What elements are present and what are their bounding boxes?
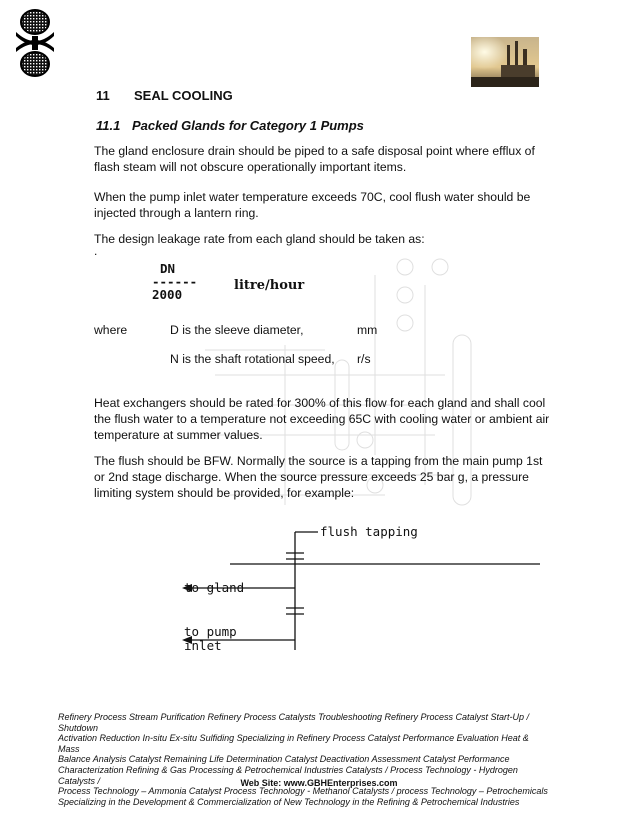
paragraph-leakage-rate: The design leakage rate from each gland should be taken as: [94,232,425,246]
section-heading [96,88,233,103]
subsection-number: 11.1 [96,118,121,133]
website-link[interactable]: Web Site: www.GBHEnterprises.com [240,778,398,788]
n-definition: N is the shaft rotational speed, [170,352,335,366]
d-unit: mm [357,323,378,337]
footer-line: Activation Reduction In-situ Ex-situ Sulfiding Specializing in Refinery Process Catalyst Performance Evaluation Heat & Mass [58,733,529,754]
subsection-title: Packed Glands for Category 1 Pumps [132,118,364,133]
pressure-limiting-diagram [170,520,550,670]
diagram-label-to-gland: to gland [184,580,245,595]
formula-fraction-bar: ------ [152,274,198,289]
stray-dot: . [94,244,98,258]
diagram-label-to-pump: to pump [184,624,237,639]
section-title: SEAL COOLING [134,88,233,103]
footer-line: Characterization Refining & Gas Processing & Petrochemical Industries Catalysts / Process Technology - Hydrogen Catalysts / [58,764,518,786]
where-label: where [94,323,128,337]
section-number: 11 [96,88,110,103]
footer-line: Balance Analysis Catalyst Remaining Life Determination Catalyst Deactivation Assessment Catalyst Performance [58,754,510,765]
formula-unit: litre/hour [234,278,305,293]
formula-denominator: 2000 [152,287,183,302]
paragraph-drain: The gland enclosure drain should be piped to a safe disposal point where efflux of flash steam will not obscure operationally important items. [94,144,535,174]
footer-services [58,712,548,807]
diagram-label-inlet: inlet [184,638,222,653]
diagram-label-flush-tapping: flush tapping [320,524,418,539]
paragraph-heat-exchangers: Heat exchangers should be rated for 300% of this flow for each gland and shall cool the flush water to a temperature not exceeding 65C with cooling water or ambient air temperature at summer values. [94,396,550,442]
leakage-formula [152,261,305,302]
footer-line: Specializing in the Development & Commercialization of New Technology in the Refining & Petrochemical Industries [58,796,520,807]
n-unit: r/s [357,352,371,366]
company-logo [12,6,58,78]
formula-numerator: DN [160,261,176,276]
paragraph-flush-source: The flush should be BFW. Normally the source is a tapping from the main pump 1st or 2nd stage discharge. When the source pressure exceeds 25 bar g, a pressure limiting system should be provided, for example: [94,454,543,500]
d-definition: D is the sleeve diameter, [170,323,304,337]
subsection-heading [96,118,364,133]
paragraph-flush-injection: When the pump inlet water temperature exceeds 70C, cool flush water should be injected through a lantern ring. [94,190,531,220]
refinery-photo [471,37,539,87]
footer-line: Process Technology – Ammonia Catalyst Process Technology - Methanol Catalysts / process Technology – Petrochemicals [58,786,548,797]
footer-line: Refinery Process Stream Purification Refinery Process Catalysts Troubleshooting Refinery Process Catalyst Start-Up / Shutdown [58,712,530,733]
